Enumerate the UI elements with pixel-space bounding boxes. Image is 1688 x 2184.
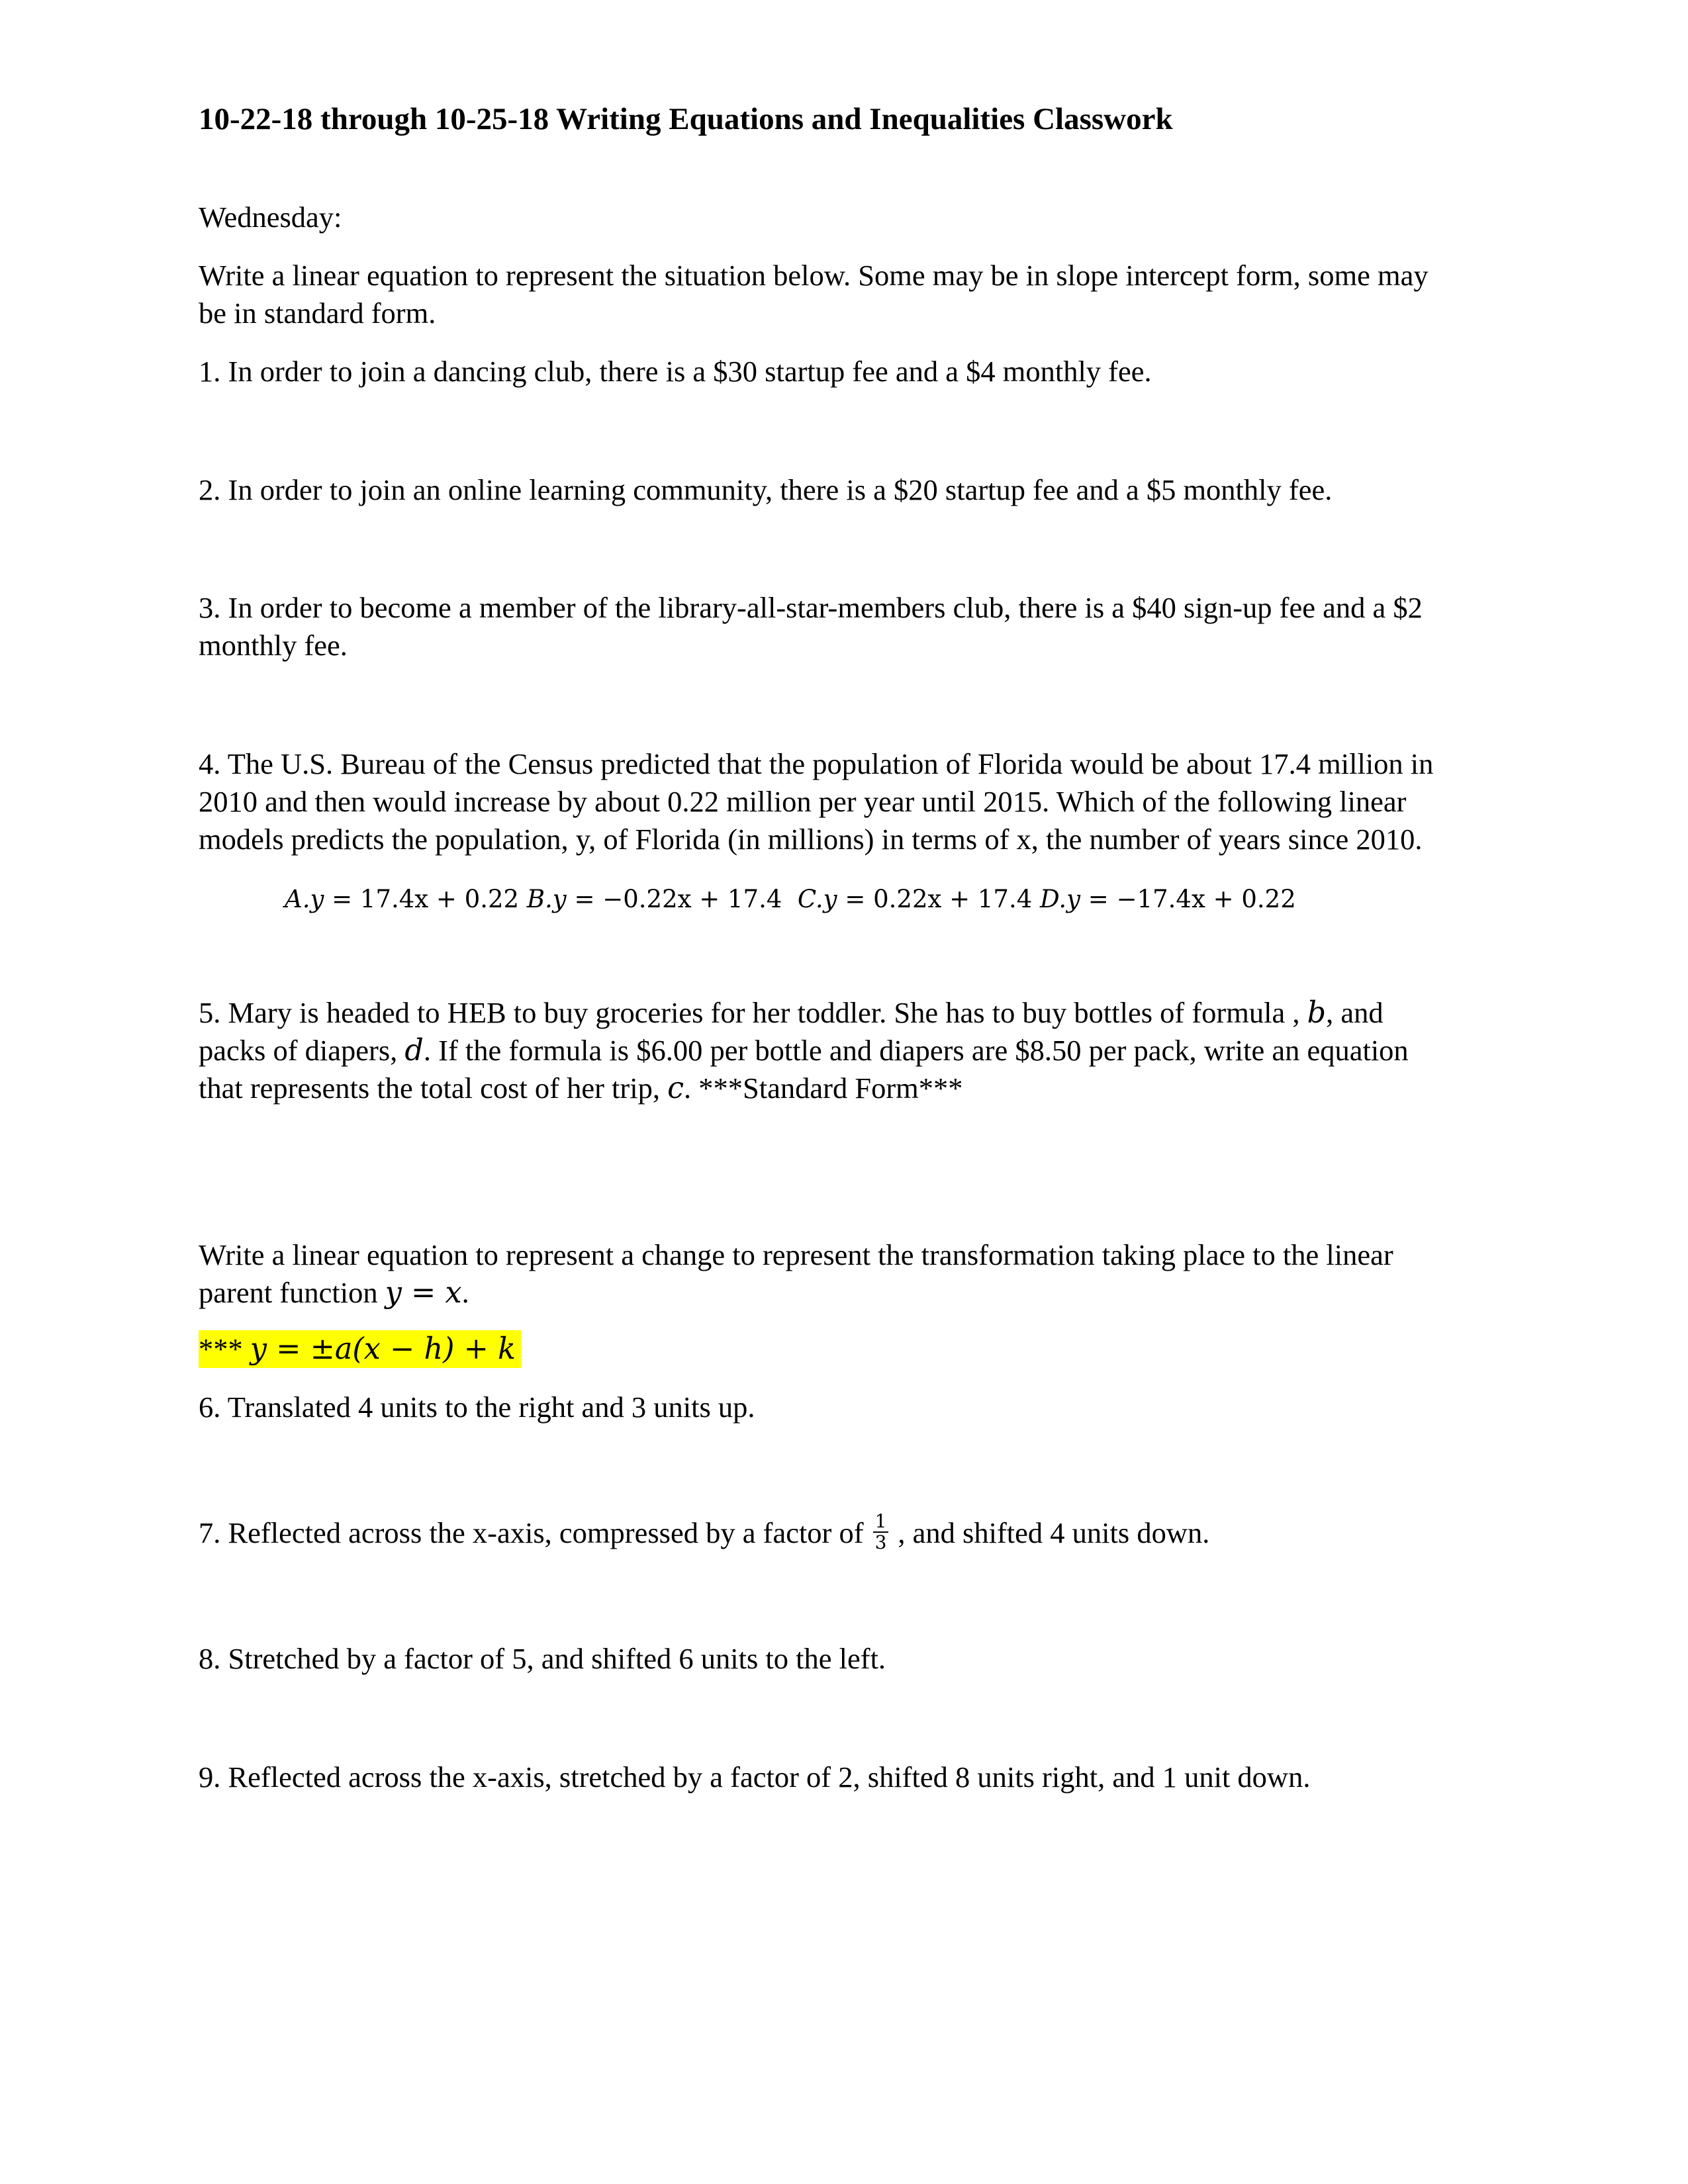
- question-6: 6. Translated 4 units to the right and 3 units up.: [199, 1390, 755, 1424]
- q5-text: packs of diapers,: [199, 1034, 405, 1067]
- question-2: 2. In order to join an online learning community, there is a $20 startup fee and a $5 monthly fee.: [199, 473, 1333, 506]
- instructions-line-1: Write a linear equation to represent the situation below. Some may be in slope intercept form, some may: [199, 259, 1429, 292]
- instructions-2-line-2: [199, 1274, 1489, 1312]
- fraction-numerator: 1: [873, 1512, 889, 1533]
- page-title: 10-22-18 through 10-25-18 Writing Equations and Inequalities Classwork: [199, 102, 1173, 136]
- question-4-options: [285, 880, 1296, 918]
- highlighted-formula: [199, 1330, 521, 1368]
- question-7: [199, 1510, 1489, 1557]
- vertex-form-formula: [199, 1330, 1489, 1368]
- variable-c: c: [667, 1071, 684, 1105]
- q5-text: . ***Standard Form***: [684, 1071, 963, 1105]
- question-3-line-2: monthly fee.: [199, 629, 348, 662]
- question-5-line-2: [199, 1032, 1489, 1069]
- question-8: 8. Stretched by a factor of 5, and shifted 6 units to the left.: [199, 1642, 886, 1675]
- option-b-expression: = −0.22x + 17.4: [566, 885, 798, 913]
- instructions-2-text: .: [461, 1276, 469, 1309]
- question-1: 1. In order to join a dancing club, there is a $30 startup fee and a $4 monthly fee.: [199, 355, 1152, 388]
- variable-b: b: [1307, 996, 1327, 1030]
- q7-text: , and shifted 4 units down.: [898, 1516, 1210, 1549]
- q5-text: that represents the total cost of her trip,: [199, 1071, 668, 1105]
- q7-text: 7. Reflected across the x-axis, compressed by a factor of: [199, 1516, 864, 1549]
- option-d-label: D.y: [1040, 885, 1081, 913]
- instructions-line-2: be in standard form.: [199, 296, 436, 330]
- question-9: 9. Reflected across the x-axis, stretched by a factor of 2, shifted 8 units right, and 1 unit down.: [199, 1760, 1311, 1794]
- day-label: Wednesday:: [199, 201, 342, 234]
- option-a-label: A.y: [285, 885, 324, 913]
- q5-text: , and: [1326, 996, 1383, 1029]
- fraction-denominator: 3: [874, 1531, 887, 1553]
- question-4-line-1: 4. The U.S. Bureau of the Census predicted that the population of Florida would be about 17.4 million in: [199, 747, 1434, 780]
- option-c-label: C.y: [797, 885, 837, 913]
- parent-function-equation: y = x: [385, 1276, 462, 1310]
- formula-stars: ***: [199, 1332, 250, 1365]
- instructions-2-line-1: Write a linear equation to represent a change to represent the transformation taking place to the linear: [199, 1238, 1393, 1271]
- variable-d: d: [404, 1034, 424, 1068]
- fraction-one-third: [873, 1512, 889, 1553]
- question-4-line-2: 2010 and then would increase by about 0.22 million per year until 2015. Which of the following linear: [199, 785, 1407, 818]
- formula-expression: y = ±a(x − h) + k: [250, 1332, 516, 1366]
- option-c-expression: = 0.22x + 17.4: [837, 885, 1041, 913]
- question-5-line-3: [199, 1069, 1489, 1107]
- question-5-line-1: [199, 994, 1489, 1032]
- instructions-2-text: parent function: [199, 1276, 385, 1309]
- q5-text: 5. Mary is headed to HEB to buy groceries for her toddler. She has to buy bottles of formula ,: [199, 996, 1307, 1029]
- question-3-line-1: 3. In order to become a member of the library-all-star-members club, there is a $40 sign-up fee and a $2: [199, 591, 1423, 624]
- question-4-line-3: models predicts the population, y, of Florida (in millions) in terms of x, the number of years since 2010.: [199, 823, 1423, 856]
- option-b-label: B.y: [526, 885, 567, 913]
- q5-text: . If the formula is $6.00 per bottle and diapers are $8.50 per pack, write an equation: [423, 1034, 1409, 1067]
- option-d-expression: = −17.4x + 0.22: [1080, 885, 1296, 913]
- option-a-expression: = 17.4x + 0.22: [324, 885, 527, 913]
